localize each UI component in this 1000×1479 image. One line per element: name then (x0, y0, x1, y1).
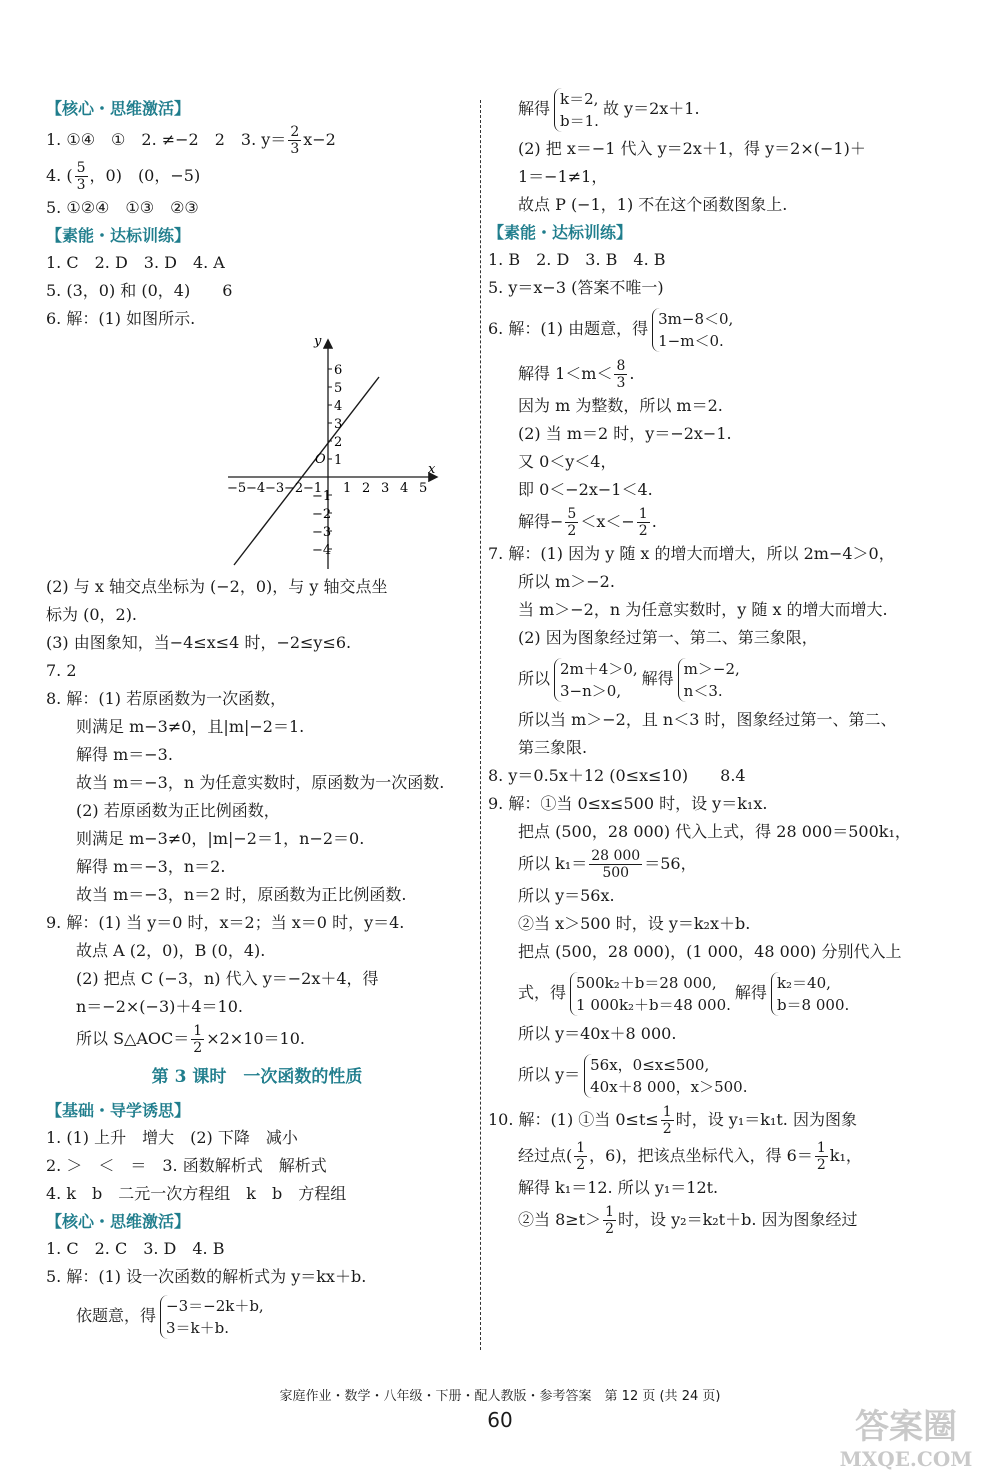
fraction (815, 1140, 828, 1173)
fraction (603, 1204, 616, 1237)
text: 解得− (518, 512, 564, 531)
fraction (614, 358, 627, 391)
answer-line: 8. y＝0.5x＋12 (0≤x≤10) 8.4 (488, 766, 746, 785)
fraction (589, 848, 642, 881)
x-tick-label: 2 (362, 481, 371, 496)
answer-line: 把点 (500，28 000) 代入上式，得 28 000＝500k₁， (518, 822, 911, 841)
x-tick-label: −5 (227, 481, 247, 496)
text: 依题意，得 (76, 1306, 157, 1325)
piecewise-function (584, 1054, 747, 1098)
y-tick-label: 1 (334, 453, 343, 468)
denominator: 3 (76, 177, 86, 193)
fraction (565, 506, 578, 539)
answer-line: (2) 当 m＝2 时，y＝−2x−1. (518, 424, 732, 443)
x-tick-label: −2 (284, 481, 304, 496)
answer-line: 解得 k₁＝12. 所以 y₁＝12t. (518, 1178, 719, 1197)
numerator: 2 (290, 124, 300, 140)
x-tick-label: 5 (419, 481, 428, 496)
y-tick-label: −1 (312, 489, 332, 504)
answer-line: 所以 m＞−2. (518, 572, 615, 591)
answer-line (46, 158, 468, 194)
answer-line: 所以 y＝56x. (518, 886, 615, 905)
answer-line: 5. (3，0) 和 (0，4) 6 (46, 281, 233, 300)
section-heading: 【素能・达标训练】 (488, 223, 633, 242)
answer-line: 1. B 2. D 3. B 4. B (488, 250, 666, 269)
page-number: 60 (487, 1408, 513, 1432)
equation-system (554, 88, 599, 132)
text: ＜x＜− (580, 512, 635, 531)
text: k₁， (829, 1146, 862, 1165)
equation: b＝1. (560, 111, 599, 130)
denominator: 2 (662, 1121, 672, 1137)
watermark-bottom: MXQE.COM (839, 1447, 973, 1471)
x-tick-label: −3 (265, 481, 285, 496)
denominator: 2 (567, 523, 577, 539)
equation: n＜3. (683, 681, 723, 700)
answer-line: 5. 解：(1) 设一次函数的解析式为 y＝kx＋b. (46, 1267, 367, 1286)
answer-line: 当 m＞−2，n 为任意实数时，y 随 x 的增大而增大. (518, 600, 888, 619)
answer-line: 第三象限. (518, 738, 588, 757)
answer-line: (2) 把 x＝−1 代入 y＝2x＋1，得 y＝2×(−1)＋ (518, 139, 866, 158)
watermark-top: 答案圈 (855, 1407, 957, 1447)
answer-line (488, 356, 958, 392)
section-heading: 【素能・达标训练】 (46, 226, 191, 245)
answer-line: 故点 P (−1，1) 不在这个函数图象上. (518, 195, 788, 214)
answer-line (488, 504, 958, 540)
answer-line: (2) 把点 C (−3，n) 代入 y＝−2x＋4，得 (76, 969, 379, 988)
answer-line: 故点 A (2，0)，B (0，4). (76, 941, 266, 960)
equation: 1 000k₂＋b＝48 000. (576, 995, 731, 1014)
fraction (574, 1140, 587, 1173)
equation: 3m−8＜0, (658, 309, 734, 328)
y-tick-label: 6 (334, 363, 343, 378)
text: 所以 (518, 669, 551, 688)
denominator: 2 (605, 1221, 615, 1237)
text: ×2×10＝10. (206, 1029, 306, 1048)
numerator: 1 (605, 1204, 615, 1220)
answer-line: 1. (1) 上升 增大 (2) 下降 减小 (46, 1128, 298, 1147)
answer-line: 1. C 2. D 3. D 4. A (46, 253, 225, 272)
equation-system (554, 658, 638, 702)
section-heading: 【核心・思维激活】 (46, 99, 191, 118)
answer-line: (3) 由图象知，当−4≤x≤4 时，−2≤y≤6. (46, 633, 352, 652)
answer-line: 故当 m＝−3，n＝2 时，原函数为正比例函数. (76, 885, 407, 904)
left-column (46, 95, 468, 1341)
answer-line: ②当 x＞500 时，设 y＝k₂x＋b. (518, 914, 751, 933)
text: 解得 (518, 99, 551, 118)
equation-system (771, 972, 849, 1016)
watermark-logo (826, 1400, 986, 1472)
text: . (651, 512, 657, 531)
y-tick-label: 4 (334, 399, 343, 414)
answer-line: 7. 解：(1) 因为 y 随 x 的增大而增大，所以 2m−4＞0， (488, 544, 895, 563)
fraction (75, 160, 88, 193)
answer-line: 因为 m 为整数，所以 m＝2. (518, 396, 723, 415)
equation: k₂＝40, (776, 973, 831, 992)
text: ，6)，把该点坐标代入，得 6＝ (589, 1146, 813, 1165)
answer-line (488, 966, 958, 1020)
section-heading: 【核心・思维激活】 (46, 1212, 191, 1231)
answer-line: 6. 解：(1) 如图所示. (46, 309, 196, 328)
answer-line: (2) 若原函数为正比例函数， (76, 801, 280, 820)
x-tick-label: 4 (400, 481, 409, 496)
numerator: 1 (193, 1023, 203, 1039)
y-tick-label: 2 (334, 435, 343, 450)
numerator: 1 (638, 506, 648, 522)
right-column (488, 89, 958, 1238)
answer-line (488, 302, 958, 356)
equation: b＝8 000. (776, 995, 850, 1014)
denominator: 2 (576, 1157, 586, 1173)
equation: 3−n＞0, (560, 681, 622, 700)
numerator: 1 (816, 1140, 826, 1156)
answer-line: 8. 解：(1) 若原函数为一次函数， (46, 689, 287, 708)
text: ＝56， (644, 854, 697, 873)
answer-line: 把点 (500，28 000)，(1 000，48 000) 分别代入上 (518, 942, 902, 961)
answer-line (488, 83, 958, 135)
x-tick-label: 1 (343, 481, 352, 496)
equation-system (652, 308, 733, 352)
answer-line: (2) 与 x 轴交点坐标为 (−2，0)，与 y 轴交点坐 (46, 577, 388, 596)
graph-container (46, 333, 468, 573)
answer-line: 5. ①②④ ①③ ②③ (46, 198, 199, 217)
equation: 3＝k＋b. (166, 1318, 230, 1337)
answer-line: 1. C 2. C 3. D 4. B (46, 1239, 225, 1258)
fraction (288, 124, 301, 157)
answer-line: 解得 m＝−3. (76, 745, 173, 764)
answer-line: 5. y＝x−3 (答案不唯一) (488, 278, 664, 297)
text: 故 y＝2x＋1. (602, 99, 700, 118)
denominator: 2 (638, 523, 648, 539)
text: ，0) (0，−5) (89, 166, 201, 185)
y-tick-label: 3 (334, 417, 343, 432)
answer-line: 所以 y＝40x＋8 000. (518, 1024, 677, 1043)
text: 式，得 (518, 983, 567, 1002)
text: 所以 k₁＝ (518, 854, 588, 873)
answer-line: 则满足 m−3≠0，且|m|−2＝1. (76, 717, 305, 736)
answer-line (488, 1102, 958, 1138)
text: 4. ( (46, 166, 73, 185)
x-axis-label: x (428, 462, 436, 477)
numerator: 28 000 (591, 848, 641, 864)
y-axis-label: y (314, 334, 322, 349)
text: 解得 (641, 669, 674, 688)
text: . (629, 364, 635, 383)
equation: 500k₂＋b＝28 000, (576, 973, 717, 992)
numerator: 8 (616, 358, 626, 374)
text: 所以 S△AOC＝ (76, 1029, 190, 1048)
y-tick-label: −4 (312, 543, 332, 558)
piece: 56x，0≤x≤500, (590, 1055, 710, 1074)
page-footer: 家庭作业・数学・八年级・下册・配人教版・参考答案 第 12 页 (共 24 页) (279, 1389, 721, 1404)
linear-function-graph (46, 333, 468, 573)
denominator: 2 (193, 1040, 203, 1056)
section-heading: 【基础・导学诱思】 (46, 1101, 191, 1120)
answer-line (46, 122, 468, 158)
answer-line: (2) 因为图象经过第一、第二、第三象限， (518, 628, 818, 647)
answer-line: 2. ＞ ＜ ＝ 3. 函数解析式 解析式 (46, 1156, 327, 1175)
answer-line (488, 1202, 958, 1238)
answer-line: 解得 m＝−3，n＝2. (76, 857, 226, 876)
answer-line: 7. 2 (46, 661, 77, 680)
equation: k＝2, (560, 89, 599, 108)
equation-system (570, 972, 731, 1016)
text: 时，设 y₂＝k₂t＋b. 因为图象经过 (618, 1210, 858, 1229)
answer-line: n＝−2×(−3)＋4＝10. (76, 997, 243, 1016)
column-divider (480, 100, 481, 1350)
answer-line: 又 0＜y＜4， (518, 452, 617, 471)
y-tick-label: 5 (334, 381, 343, 396)
equation: 2m＋4＞0, (560, 659, 638, 678)
answer-line: 则满足 m−3≠0，|m|−2＝1，n−2＝0. (76, 829, 365, 848)
numerator: 5 (76, 160, 86, 176)
answer-line: 1＝−1≠1， (518, 167, 608, 186)
numerator: 1 (662, 1104, 672, 1120)
numerator: 1 (576, 1140, 586, 1156)
answer-line (46, 1021, 468, 1057)
equation-system (160, 1295, 264, 1339)
answer-line: 9. 解：①当 0≤x≤500 时，设 y＝k₁x. (488, 794, 768, 813)
answer-line: 9. 解：(1) 当 y＝0 时，x＝2；当 x＝0 时，y＝4. (46, 913, 405, 932)
answer-line (46, 1291, 468, 1341)
equation-system (678, 658, 740, 702)
y-tick-label: −2 (312, 507, 332, 522)
piece: 40x＋8 000，x＞500. (590, 1077, 748, 1096)
denominator: 3 (290, 141, 300, 157)
text: 时，设 y₁＝k₁t. 因为图象 (675, 1110, 857, 1129)
answer-line: 4. k b 二元一次方程组 k b 方程组 (46, 1184, 347, 1203)
text: ②当 8≥t＞ (518, 1210, 602, 1229)
answer-line (488, 652, 958, 706)
answer-line: 标为 (0，2). (46, 605, 138, 624)
lesson-subtitle: 第 3 课时 一次函数的性质 (151, 1067, 363, 1087)
x-tick-label: −4 (246, 481, 266, 496)
fraction (661, 1104, 674, 1137)
text: 1. ①④ ① 2. ≠−2 2 3. y＝ (46, 130, 287, 149)
answer-line: 所以当 m＞−2，且 n＜3 时，图象经过第一、第二、 (518, 710, 897, 729)
origin-label: O (315, 452, 326, 467)
numerator: 5 (567, 506, 577, 522)
equation: m＞−2, (683, 659, 740, 678)
y-tick-label: −3 (312, 525, 332, 540)
answer-line (488, 846, 958, 882)
denominator: 3 (616, 375, 626, 391)
denominator: 2 (816, 1157, 826, 1173)
answer-line (488, 1048, 958, 1102)
fraction (637, 506, 650, 539)
x-tick-label: 3 (381, 481, 390, 496)
text: 所以 y＝ (518, 1065, 581, 1084)
text: 解得 1＜m＜ (518, 364, 613, 383)
fraction (191, 1023, 204, 1056)
equation: 1−m＜0. (658, 331, 724, 350)
function-line (234, 377, 379, 565)
answer-line (488, 1138, 958, 1174)
text: 6. 解：(1) 由题意，得 (488, 319, 649, 338)
denominator: 500 (602, 865, 630, 881)
x-tick-label: −1 (303, 481, 323, 496)
answer-line: 故当 m＝−3，n 为任意实数时，原函数为一次函数. (76, 773, 445, 792)
text: 经过点( (518, 1146, 573, 1165)
equation: −3＝−2k＋b, (166, 1296, 264, 1315)
text: 10. 解：(1) ①当 0≤t≤ (488, 1110, 659, 1129)
text: x−2 (303, 130, 336, 149)
answer-line: 即 0＜−2x−1＜4. (518, 480, 653, 499)
text: 解得 (734, 983, 767, 1002)
